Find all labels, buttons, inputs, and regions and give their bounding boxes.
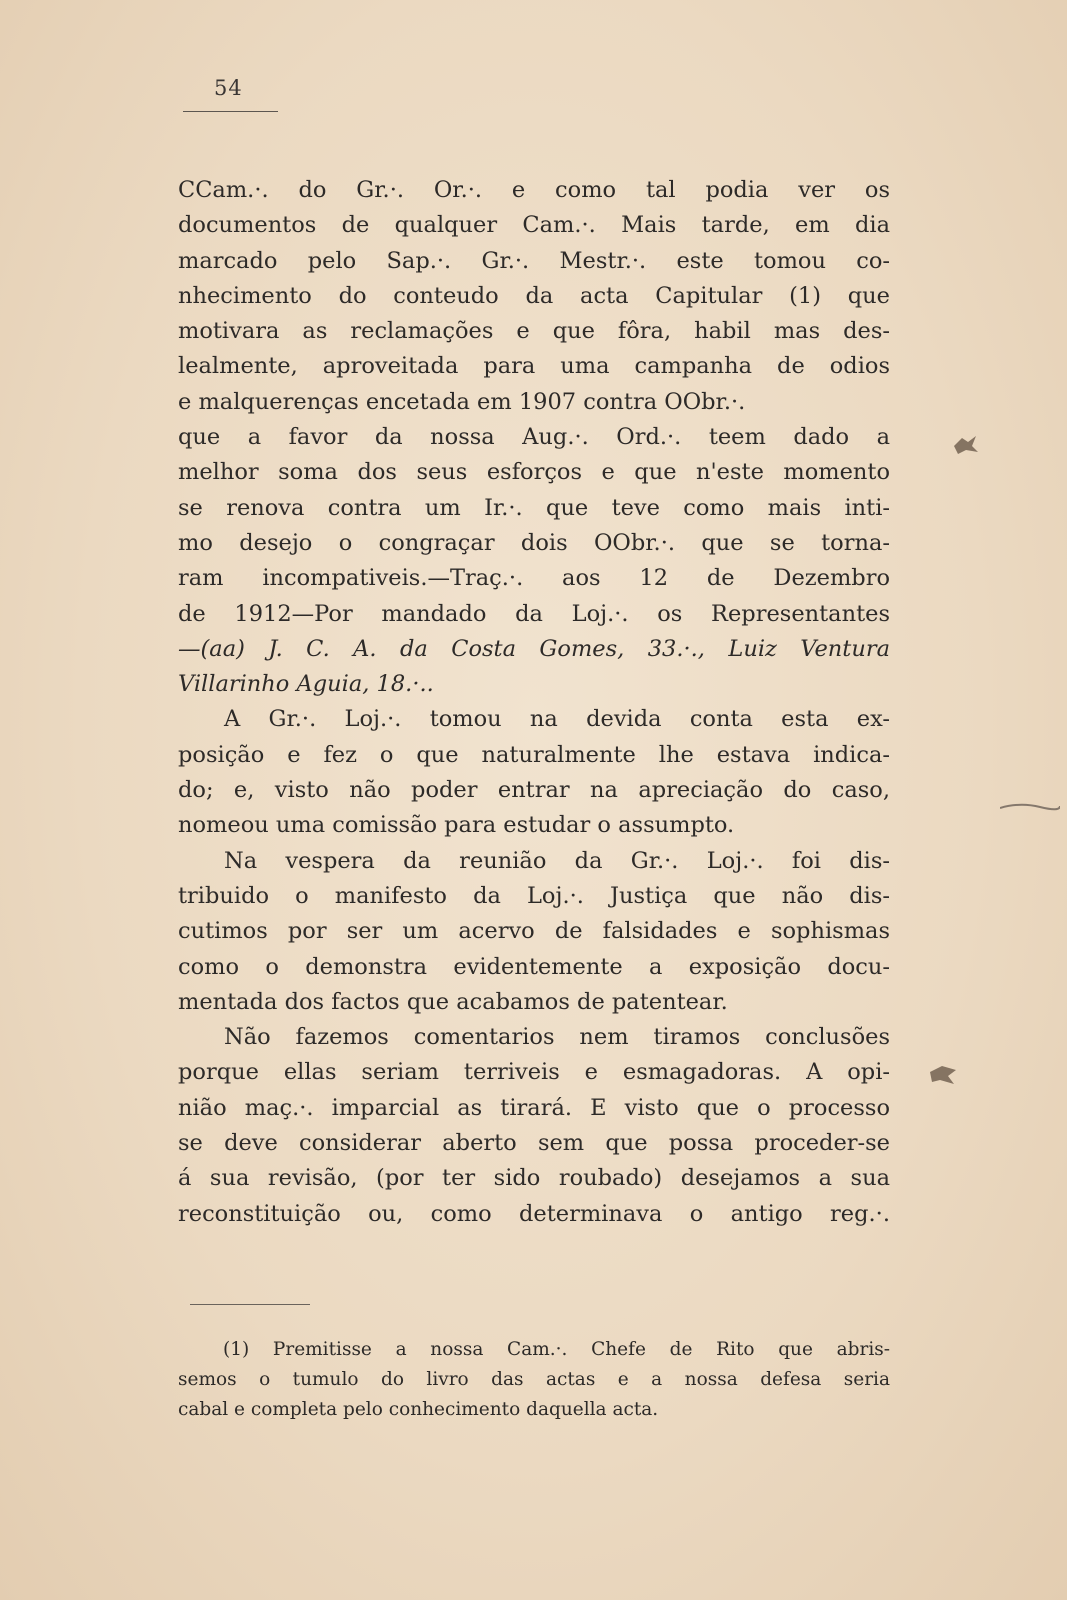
text-line: motivara as reclamações e que fôra, habil mas des- (178, 318, 890, 345)
footnote-line: (1) Premitisse a nossa Cam.·. Chefe de Rito que abris- (223, 1339, 890, 1360)
text-line: nhecimento do conteudo da acta Capitular (1) que (178, 282, 890, 309)
text-line: se deve considerar aberto sem que possa proceder-se (178, 1130, 890, 1157)
footnote-rule (190, 1304, 310, 1305)
body-text (178, 173, 890, 1232)
text-line: documentos de qualquer Cam.·. Mais tarde, em dia (178, 212, 890, 239)
header-rule (183, 111, 278, 112)
text-line: Na vespera da reunião da Gr.·. Loj.·. foi dis- (224, 847, 890, 874)
text-line: Não fazemos comentarios nem tiramos conclusões (224, 1024, 890, 1051)
text-line: posição e fez o que naturalmente lhe estava indica- (178, 741, 890, 768)
text-line: Villarinho Aguia, 18.·.. (178, 671, 434, 698)
text-line: ram incompativeis.—Traç.·. aos 12 de Dezembro (178, 565, 890, 592)
text-line: cutimos por ser um acervo de falsidades e sophismas (178, 918, 890, 945)
text-line: porque ellas seriam terriveis e esmagadoras. A opi- (178, 1059, 890, 1086)
text-line: á sua revisão, (por ter sido roubado) desejamos a sua (178, 1165, 890, 1192)
text-line: mo desejo o congraçar dois OObr.·. que se torna- (178, 529, 890, 556)
text-line: tribuido o manifesto da Loj.·. Justiça que não dis- (178, 882, 890, 909)
ink-stroke-mark (1000, 800, 1060, 814)
text-line: que a favor da nossa Aug.·. Ord.·. teem dado a (178, 424, 890, 451)
page-number: 54 (214, 76, 243, 100)
ink-blot-mark (928, 1062, 958, 1086)
text-line: como o demonstra evidentemente a exposição docu- (178, 953, 890, 980)
text-line: e malquerenças encetada em 1907 contra OObr.·. (178, 388, 746, 415)
footnote-line: semos o tumulo do livro das actas e a nossa defesa seria (178, 1369, 890, 1390)
text-line: lealmente, aproveitada para uma campanha de odios (178, 353, 890, 380)
text-line: CCam.·. do Gr.·. Or.·. e como tal podia ver os (178, 177, 890, 203)
text-line: se renova contra um Ir.·. que teve como mais inti- (178, 494, 890, 521)
ink-blot-mark (950, 432, 980, 456)
text-line: do; e, visto não poder entrar na apreciação do caso, (178, 777, 890, 804)
text-line: nomeou uma comissão para estudar o assumpto. (178, 812, 735, 839)
text-line: —(aa) J. C. A. da Costa Gomes, 33.·., Luiz Ventura (178, 635, 890, 662)
text-line: marcado pelo Sap.·. Gr.·. Mestr.·. este tomou co- (178, 247, 890, 274)
footnotes (178, 1335, 890, 1425)
text-line: A Gr.·. Loj.·. tomou na devida conta esta ex- (224, 706, 890, 733)
text-line: nião maç.·. imparcial as tirará. E visto que o processo (178, 1094, 890, 1121)
text-line: mentada dos factos que acabamos de patentear. (178, 988, 728, 1015)
text-line: melhor soma dos seus esforços e que n'este momento (178, 459, 890, 486)
text-line: de 1912—Por mandado da Loj.·. os Representantes (178, 600, 890, 627)
footnote-line: cabal e completa pelo conhecimento daquella acta. (178, 1399, 659, 1420)
text-line: reconstituição ou, como determinava o antigo reg.·. (178, 1200, 890, 1227)
